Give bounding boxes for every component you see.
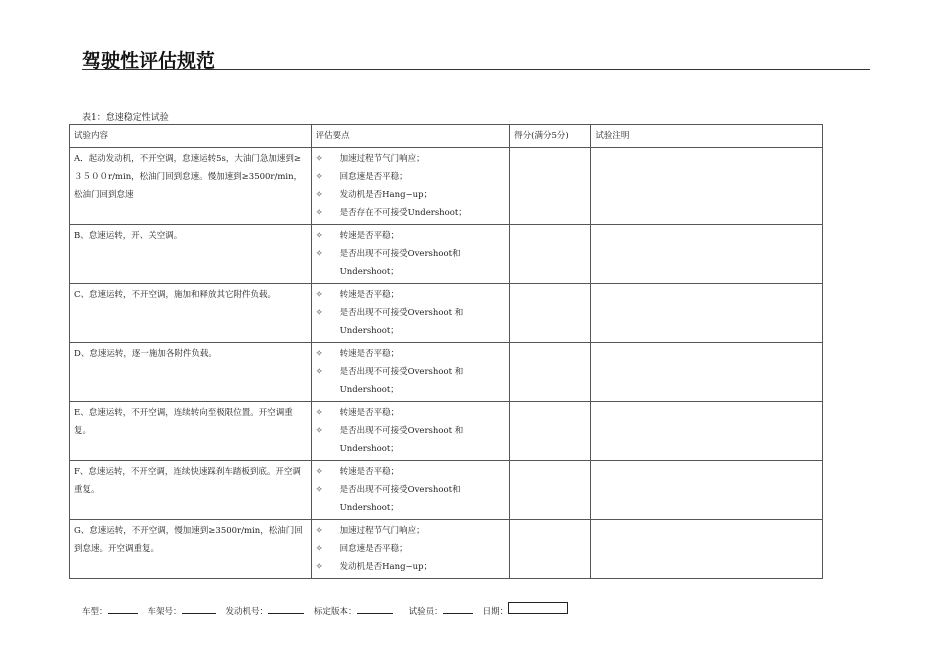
diamond-bullet-icon: ✧ bbox=[315, 408, 323, 418]
evaluation-point-text: 转速是否平稳； bbox=[339, 408, 400, 418]
evaluation-point-text: 加速过程节气门响应； bbox=[339, 526, 425, 536]
evaluation-points-cell bbox=[311, 343, 510, 402]
evaluation-point-text: 是否出现不可接受Overshoot 和Undershoot； bbox=[339, 367, 464, 395]
score-cell[interactable] bbox=[510, 520, 591, 579]
notes-cell[interactable] bbox=[591, 148, 823, 225]
test-content-cell: D、怠速运转，逐一施加各附件负载。 bbox=[70, 343, 312, 402]
table-row bbox=[70, 461, 823, 520]
frame-no-field[interactable] bbox=[182, 603, 216, 614]
evaluation-points-cell bbox=[311, 148, 510, 225]
score-cell[interactable] bbox=[510, 343, 591, 402]
test-content-cell: C、怠速运转，不开空调，施加和释放其它附件负载。 bbox=[70, 284, 312, 343]
evaluation-point-text: 发动机是否Hang−up； bbox=[339, 562, 433, 572]
table-row bbox=[70, 402, 823, 461]
header-content: 试验内容 bbox=[70, 125, 312, 148]
engine-no-field[interactable] bbox=[268, 603, 304, 614]
tester-field[interactable] bbox=[443, 603, 473, 614]
test-content-cell: E、怠速运转，不开空调，连续转向至极限位置。开空调重复。 bbox=[70, 402, 312, 461]
diamond-bullet-icon: ✧ bbox=[315, 190, 323, 200]
evaluation-point-text: 转速是否平稳； bbox=[339, 349, 400, 359]
cal-version-label: 标定版本： bbox=[314, 607, 357, 617]
evaluation-point-text: 是否出现不可接受Overshoot 和Undershoot； bbox=[339, 308, 464, 336]
notes-cell[interactable] bbox=[591, 284, 823, 343]
evaluation-point-text: 转速是否平稳； bbox=[339, 290, 400, 300]
engine-no-label: 发动机号： bbox=[225, 607, 269, 617]
table-row bbox=[70, 148, 823, 225]
diamond-bullet-icon: ✧ bbox=[315, 172, 323, 182]
test-content-cell: B、怠速运转，开、关空调。 bbox=[70, 225, 312, 284]
table-header-row bbox=[70, 125, 823, 148]
evaluation-point bbox=[316, 463, 506, 481]
evaluation-points-cell bbox=[311, 461, 510, 520]
frame-no-label: 车架号： bbox=[147, 607, 182, 617]
score-cell[interactable] bbox=[510, 284, 591, 343]
diamond-bullet-icon: ✧ bbox=[315, 544, 323, 554]
test-content-cell: G、怠速运转，不开空调，慢加速到≥3500r/min，松油门回到怠速。开空调重复。 bbox=[70, 520, 312, 579]
table-row bbox=[70, 343, 823, 402]
score-cell[interactable] bbox=[510, 461, 591, 520]
notes-cell[interactable] bbox=[591, 343, 823, 402]
score-cell[interactable] bbox=[510, 225, 591, 284]
header-notes: 试验注明 bbox=[591, 125, 823, 148]
notes-cell[interactable] bbox=[591, 461, 823, 520]
table-body bbox=[70, 148, 823, 579]
diamond-bullet-icon: ✧ bbox=[315, 426, 323, 436]
score-cell[interactable] bbox=[510, 402, 591, 461]
date-field[interactable] bbox=[508, 602, 568, 614]
tester-label: 试验员： bbox=[408, 607, 443, 617]
header-points: 评估要点 bbox=[311, 125, 510, 148]
diamond-bullet-icon: ✧ bbox=[315, 231, 323, 241]
evaluation-point bbox=[316, 186, 506, 204]
car-model-field[interactable] bbox=[108, 603, 138, 614]
diamond-bullet-icon: ✧ bbox=[315, 208, 323, 218]
date-label: 日期： bbox=[482, 607, 509, 617]
diamond-bullet-icon: ✧ bbox=[315, 308, 323, 318]
evaluation-point bbox=[316, 150, 506, 168]
evaluation-point-text: 是否出现不可接受Overshoot和Undershoot； bbox=[339, 249, 461, 277]
notes-cell[interactable] bbox=[591, 520, 823, 579]
evaluation-points-cell bbox=[311, 225, 510, 284]
evaluation-point-text: 是否出现不可接受Overshoot 和Undershoot； bbox=[339, 426, 464, 454]
diamond-bullet-icon: ✧ bbox=[315, 249, 323, 259]
table-row bbox=[70, 225, 823, 284]
page-title: 驾驶性评估规范 bbox=[82, 50, 216, 72]
idle-stability-table bbox=[69, 124, 823, 579]
title-divider bbox=[82, 69, 870, 70]
notes-cell[interactable] bbox=[591, 402, 823, 461]
test-content-cell: A．起动发动机，不开空调，怠速运转5s，大油门急加速到≥３５００r/min，松油门回到怠速。慢加速到≥3500r/min，松油门回到怠速 bbox=[70, 148, 312, 225]
evaluation-point-text: 回怠速是否平稳； bbox=[339, 544, 408, 554]
diamond-bullet-icon: ✧ bbox=[315, 485, 323, 495]
evaluation-point bbox=[316, 245, 506, 281]
footer-signoff bbox=[82, 602, 568, 617]
diamond-bullet-icon: ✧ bbox=[315, 154, 323, 164]
evaluation-point bbox=[316, 345, 506, 363]
evaluation-point-text: 转速是否平稳； bbox=[339, 467, 400, 477]
cal-version-field[interactable] bbox=[357, 603, 393, 614]
evaluation-point-text: 是否存在不可接受Undershoot； bbox=[339, 208, 467, 218]
table-caption: 表1：怠速稳定性试验 bbox=[82, 113, 169, 123]
evaluation-point bbox=[316, 422, 506, 458]
evaluation-point-text: 回怠速是否平稳； bbox=[339, 172, 408, 182]
notes-cell[interactable] bbox=[591, 225, 823, 284]
diamond-bullet-icon: ✧ bbox=[315, 467, 323, 477]
evaluation-points-cell bbox=[311, 402, 510, 461]
evaluation-point-text: 加速过程节气门响应； bbox=[339, 154, 425, 164]
evaluation-points-cell bbox=[311, 284, 510, 343]
evaluation-point bbox=[316, 204, 506, 222]
evaluation-point bbox=[316, 404, 506, 422]
evaluation-point bbox=[316, 481, 506, 517]
car-model-label: 车型： bbox=[82, 607, 108, 617]
diamond-bullet-icon: ✧ bbox=[315, 367, 323, 377]
diamond-bullet-icon: ✧ bbox=[315, 349, 323, 359]
evaluation-point bbox=[316, 227, 506, 245]
diamond-bullet-icon: ✧ bbox=[315, 290, 323, 300]
evaluation-point bbox=[316, 363, 506, 399]
evaluation-point-text: 发动机是否Hang−up； bbox=[339, 190, 433, 200]
evaluation-point bbox=[316, 304, 506, 340]
evaluation-point bbox=[316, 522, 506, 540]
evaluation-point bbox=[316, 168, 506, 186]
evaluation-point-text: 转速是否平稳； bbox=[339, 231, 400, 241]
evaluation-points-cell bbox=[311, 520, 510, 579]
test-content-cell: F、怠速运转，不开空调，连续快速踩刹车踏板到底。开空调重复。 bbox=[70, 461, 312, 520]
score-cell[interactable] bbox=[510, 148, 591, 225]
header-score: 得分(满分5分) bbox=[510, 125, 591, 148]
table-row bbox=[70, 520, 823, 579]
diamond-bullet-icon: ✧ bbox=[315, 562, 323, 572]
evaluation-point bbox=[316, 286, 506, 304]
table-row bbox=[70, 284, 823, 343]
evaluation-point bbox=[316, 558, 506, 576]
diamond-bullet-icon: ✧ bbox=[315, 526, 323, 536]
evaluation-point-text: 是否出现不可接受Overshoot和Undershoot； bbox=[339, 485, 461, 513]
evaluation-point bbox=[316, 540, 506, 558]
